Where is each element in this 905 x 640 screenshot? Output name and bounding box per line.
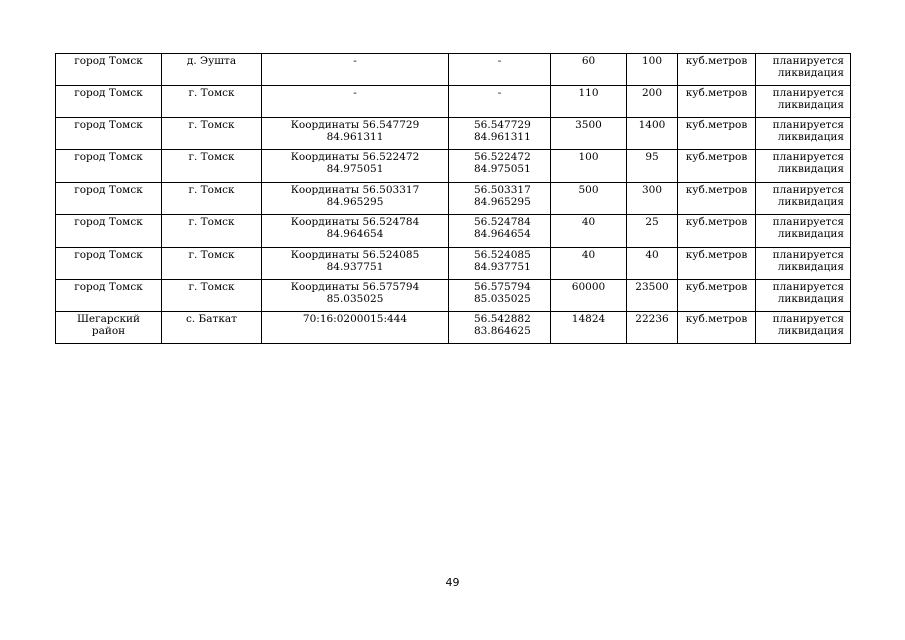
area-cell: 60000 bbox=[551, 280, 627, 312]
district-cell: город Томск bbox=[56, 86, 162, 118]
longitude: 84.964654 bbox=[474, 228, 531, 240]
locality-cell: г. Томск bbox=[162, 280, 262, 312]
district-cell: город Томск bbox=[56, 248, 162, 280]
table-row bbox=[56, 312, 851, 344]
volume-cell: 1400 bbox=[627, 118, 678, 150]
status-cell bbox=[756, 183, 851, 215]
area-cell: 60 bbox=[551, 54, 627, 86]
volume-cell: 40 bbox=[627, 248, 678, 280]
status-line-1: планируется bbox=[772, 87, 844, 99]
table-row bbox=[56, 150, 851, 183]
coordinates-cell bbox=[449, 248, 551, 280]
status-line-1: планируется bbox=[772, 184, 844, 196]
volume-cell: 23500 bbox=[627, 280, 678, 312]
location-cell: - bbox=[262, 86, 449, 118]
latitude: 56.575794 bbox=[474, 281, 531, 293]
locality-cell: г. Томск bbox=[162, 183, 262, 215]
table-row bbox=[56, 54, 851, 86]
status-line-2: ликвидация bbox=[777, 293, 844, 305]
area-cell: 3500 bbox=[551, 118, 627, 150]
longitude: 85.035025 bbox=[474, 293, 531, 305]
latitude: - bbox=[497, 87, 502, 99]
longitude: 83.864625 bbox=[474, 325, 531, 337]
location-cell: Координаты 56.522472 84.975051 bbox=[262, 150, 449, 183]
status-cell bbox=[756, 118, 851, 150]
status-line-2: ликвидация bbox=[777, 196, 844, 208]
coordinates-cell bbox=[449, 54, 551, 86]
status-line-1: планируется bbox=[772, 313, 844, 325]
locality-cell: г. Томск bbox=[162, 118, 262, 150]
status-cell bbox=[756, 248, 851, 280]
latitude: 56.522472 bbox=[474, 151, 531, 163]
longitude: 84.961311 bbox=[474, 131, 531, 143]
table-row bbox=[56, 183, 851, 215]
location-cell: Координаты 56.524085 84.937751 bbox=[262, 248, 449, 280]
volume-cell: 200 bbox=[627, 86, 678, 118]
district-cell: город Томск bbox=[56, 183, 162, 215]
coordinates-cell bbox=[449, 118, 551, 150]
location-cell: Координаты 56.503317 84.965295 bbox=[262, 183, 449, 215]
locality-cell: г. Томск bbox=[162, 248, 262, 280]
page-number: 49 bbox=[445, 576, 460, 589]
location-cell: Координаты 56.524784 84.964654 bbox=[262, 215, 449, 248]
latitude: 56.503317 bbox=[474, 184, 531, 196]
longitude: 84.937751 bbox=[474, 261, 531, 273]
area-cell: 14824 bbox=[551, 312, 627, 344]
coordinates-cell bbox=[449, 312, 551, 344]
latitude: 56.524784 bbox=[474, 216, 531, 228]
district-cell: город Томск bbox=[56, 150, 162, 183]
latitude: - bbox=[497, 55, 502, 67]
table-row bbox=[56, 86, 851, 118]
location-cell: - bbox=[262, 54, 449, 86]
table-row bbox=[56, 280, 851, 312]
district-cell: город Томск bbox=[56, 118, 162, 150]
unit-cell: куб.метров bbox=[678, 280, 756, 312]
locality-cell: г. Томск bbox=[162, 86, 262, 118]
unit-cell: куб.метров bbox=[678, 248, 756, 280]
status-line-2: ликвидация bbox=[777, 99, 844, 111]
status-cell bbox=[756, 54, 851, 86]
area-cell: 110 bbox=[551, 86, 627, 118]
volume-cell: 300 bbox=[627, 183, 678, 215]
table-row bbox=[56, 248, 851, 280]
status-cell bbox=[756, 280, 851, 312]
status-line-2: ликвидация bbox=[777, 67, 844, 79]
location-cell: Координаты 56.575794 85.035025 bbox=[262, 280, 449, 312]
volume-cell: 100 bbox=[627, 54, 678, 86]
district-cell: город Томск bbox=[56, 54, 162, 86]
unit-cell: куб.метров bbox=[678, 312, 756, 344]
unit-cell: куб.метров bbox=[678, 150, 756, 183]
table-row bbox=[56, 215, 851, 248]
status-line-2: ликвидация bbox=[777, 131, 844, 143]
unit-cell: куб.метров bbox=[678, 183, 756, 215]
area-cell: 500 bbox=[551, 183, 627, 215]
status-line-1: планируется bbox=[772, 281, 844, 293]
status-line-2: ликвидация bbox=[777, 261, 844, 273]
coordinates-cell bbox=[449, 215, 551, 248]
status-line-2: ликвидация bbox=[777, 325, 844, 337]
district-cell: город Томск bbox=[56, 215, 162, 248]
longitude: 84.975051 bbox=[474, 163, 531, 175]
volume-cell: 22236 bbox=[627, 312, 678, 344]
status-cell bbox=[756, 312, 851, 344]
latitude: 56.542882 bbox=[474, 313, 531, 325]
longitude: 84.965295 bbox=[474, 196, 531, 208]
unit-cell: куб.метров bbox=[678, 215, 756, 248]
district-cell: Шегарский район bbox=[56, 312, 162, 344]
district-cell: город Томск bbox=[56, 280, 162, 312]
status-line-1: планируется bbox=[772, 119, 844, 131]
location-cell: 70:16:0200015:444 bbox=[262, 312, 449, 344]
unit-cell: куб.метров bbox=[678, 118, 756, 150]
coordinates-cell bbox=[449, 86, 551, 118]
locality-cell: г. Томск bbox=[162, 215, 262, 248]
status-line-1: планируется bbox=[772, 151, 844, 163]
status-line-2: ликвидация bbox=[777, 228, 844, 240]
latitude: 56.524085 bbox=[474, 249, 531, 261]
status-cell bbox=[756, 86, 851, 118]
unit-cell: куб.метров bbox=[678, 86, 756, 118]
location-cell: Координаты 56.547729 84.961311 bbox=[262, 118, 449, 150]
coordinates-cell bbox=[449, 150, 551, 183]
status-line-2: ликвидация bbox=[777, 163, 844, 175]
locality-cell: г. Томск bbox=[162, 150, 262, 183]
locality-cell: с. Баткат bbox=[162, 312, 262, 344]
area-cell: 40 bbox=[551, 248, 627, 280]
status-line-1: планируется bbox=[772, 216, 844, 228]
waste-sites-table bbox=[55, 53, 851, 344]
area-cell: 40 bbox=[551, 215, 627, 248]
locality-cell: д. Эушта bbox=[162, 54, 262, 86]
unit-cell: куб.метров bbox=[678, 54, 756, 86]
status-cell bbox=[756, 215, 851, 248]
area-cell: 100 bbox=[551, 150, 627, 183]
status-line-1: планируется bbox=[772, 55, 844, 67]
coordinates-cell bbox=[449, 183, 551, 215]
table-row bbox=[56, 118, 851, 150]
latitude: 56.547729 bbox=[474, 119, 531, 131]
status-line-1: планируется bbox=[772, 249, 844, 261]
coordinates-cell bbox=[449, 280, 551, 312]
volume-cell: 25 bbox=[627, 215, 678, 248]
status-cell bbox=[756, 150, 851, 183]
volume-cell: 95 bbox=[627, 150, 678, 183]
